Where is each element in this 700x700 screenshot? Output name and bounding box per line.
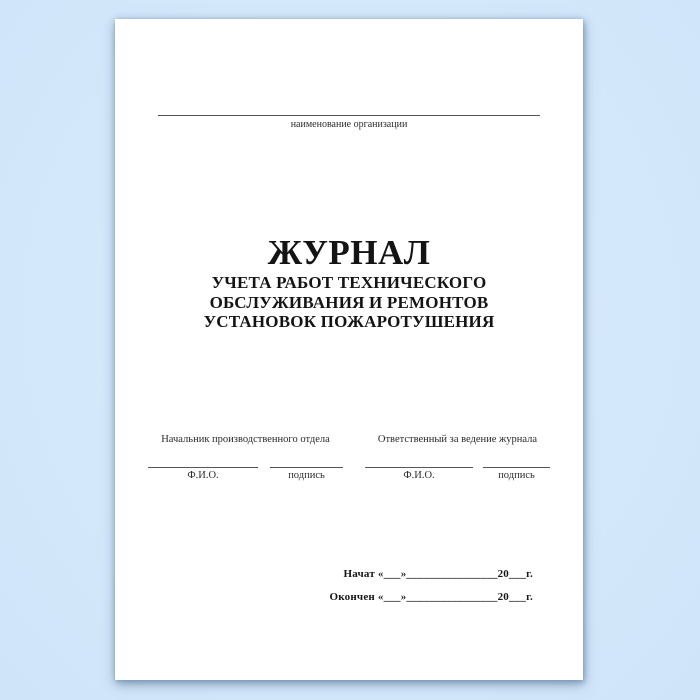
journal-subtitle-line-1: УЧЕТА РАБОТ ТЕХНИЧЕСКОГО bbox=[211, 273, 487, 292]
signature-section bbox=[148, 434, 550, 481]
fio-blank-line-left bbox=[148, 467, 258, 481]
journal-subtitle-line-3: УСТАНОВОК ПОЖАРОТУШЕНИЯ bbox=[203, 312, 495, 331]
signature-left-lines bbox=[148, 467, 343, 481]
date-finished-row: Окончен «___»________________20___г. bbox=[329, 591, 533, 603]
date-started-row: Начат «___»________________20___г. bbox=[343, 568, 533, 580]
title-block bbox=[115, 233, 583, 332]
sign-label-left: подпись bbox=[288, 470, 325, 481]
fio-blank-line-right bbox=[365, 467, 473, 481]
journal-title: ЖУРНАЛ bbox=[267, 233, 431, 272]
signature-right-header: Ответственный за ведение журнала bbox=[377, 434, 538, 445]
signature-right-lines bbox=[365, 467, 550, 481]
signature-blank-line-right bbox=[483, 467, 550, 481]
signature-block-right bbox=[365, 434, 550, 481]
signature-left-header: Начальник производственного отдела bbox=[161, 434, 330, 445]
sign-label-right: подпись bbox=[498, 470, 535, 481]
signature-block-left bbox=[148, 434, 343, 481]
signature-blank-line-left bbox=[270, 467, 343, 481]
journal-subtitle bbox=[115, 273, 583, 332]
journal-subtitle-line-2: ОБСЛУЖИВАНИЯ И РЕМОНТОВ bbox=[209, 292, 489, 312]
dates-section bbox=[330, 568, 533, 614]
journal-cover-page bbox=[115, 19, 583, 680]
organization-name-caption: наименование организации bbox=[290, 119, 408, 130]
fio-label-left: Ф.И.О. bbox=[187, 470, 219, 481]
organization-name-blank-line bbox=[158, 115, 540, 116]
fio-label-right: Ф.И.О. bbox=[403, 470, 435, 481]
